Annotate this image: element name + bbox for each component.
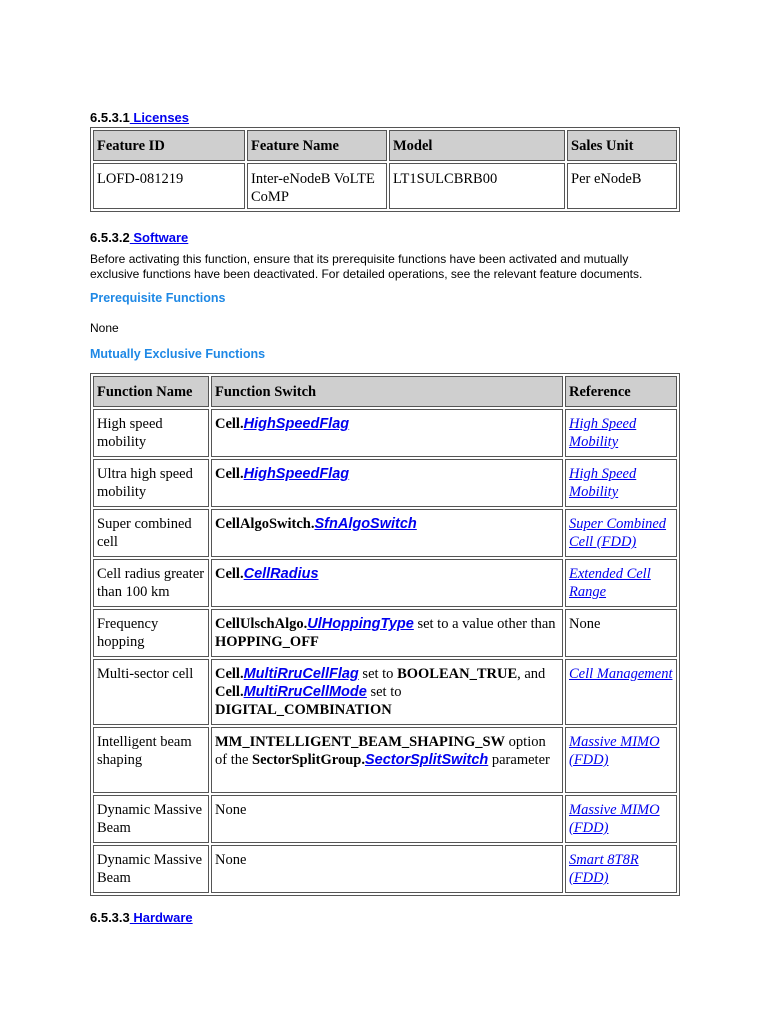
table-row <box>93 509 677 557</box>
prerequisite-value: None <box>90 321 119 335</box>
switch-text: set to <box>358 666 398 682</box>
param-link[interactable]: UlHoppingType <box>307 616 414 632</box>
cell-function-switch <box>211 609 563 657</box>
mutually-exclusive-heading: Mutually Exclusive Functions <box>90 347 266 361</box>
cell-function-switch <box>211 459 563 507</box>
switch-text: set to <box>366 684 402 700</box>
cell-reference <box>565 559 677 607</box>
param-link[interactable]: MultiRruCellMode <box>243 684 367 700</box>
cell-reference <box>565 845 677 893</box>
switch-object: Cell. <box>215 566 244 582</box>
cell-function-switch <box>211 509 563 557</box>
cell-function-switch: None <box>211 795 563 843</box>
table-row <box>93 727 677 793</box>
cell-reference <box>565 459 677 507</box>
switch-value: BOOLEAN_TRUE <box>397 666 518 682</box>
param-link[interactable]: HighSpeedFlag <box>243 416 350 432</box>
mutually-exclusive-table <box>90 373 680 896</box>
param-link[interactable]: SfnAlgoSwitch <box>314 516 417 532</box>
licenses-table <box>90 127 680 212</box>
table-row <box>93 409 677 457</box>
cell-function-name: Dynamic Massive Beam <box>93 795 209 843</box>
param-link[interactable]: CellRadius <box>243 566 319 582</box>
cell-reference <box>565 659 677 725</box>
cell-function-name: Cell radius greater than 100 km <box>93 559 209 607</box>
reference-link[interactable]: Extended Cell Range <box>569 566 651 600</box>
section-heading-hardware <box>90 910 193 926</box>
cell-reference <box>565 795 677 843</box>
section-heading-licenses <box>90 110 189 126</box>
table-row <box>93 163 677 209</box>
param-link[interactable]: MultiRruCellFlag <box>243 666 359 682</box>
cell-reference: None <box>565 609 677 657</box>
switch-object: Cell. <box>215 466 244 482</box>
param-link[interactable]: SectorSplitSwitch <box>364 752 489 768</box>
cell-function-name: High speed mobility <box>93 409 209 457</box>
cell-function-name: Ultra high speed mobility <box>93 459 209 507</box>
col-header-feature-name: Feature Name <box>247 130 387 161</box>
switch-text: parameter <box>488 752 550 768</box>
col-header-reference: Reference <box>565 376 677 407</box>
reference-link[interactable]: High Speed Mobility <box>569 466 637 500</box>
switch-object: CellUlschAlgo. <box>215 616 308 632</box>
software-intro: Before activating this function, ensure that its prerequisite functions have been activated and mutually exclusive functions have been deactivated. For detailed operations, see the relevant feature documents. <box>90 252 643 281</box>
param-link[interactable]: HighSpeedFlag <box>243 466 350 482</box>
cell-function-name: Intelligent beam shaping <box>93 727 209 793</box>
reference-link[interactable]: Super Combined Cell (FDD) <box>569 516 667 550</box>
switch-value: DIGITAL_COMBINATION <box>215 702 392 718</box>
reference-link[interactable]: Massive MIMO (FDD) <box>569 734 660 768</box>
col-header-feature-id: Feature ID <box>93 130 245 161</box>
software-link[interactable]: Software <box>129 230 189 245</box>
cell-feature-id: LOFD-081219 <box>93 163 245 209</box>
col-header-function-switch: Function Switch <box>211 376 563 407</box>
section-heading-software <box>90 230 188 246</box>
col-header-model: Model <box>389 130 565 161</box>
cell-model: LT1SULCBRB00 <box>389 163 565 209</box>
cell-function-name: Multi-sector cell <box>93 659 209 725</box>
table-row <box>93 845 677 893</box>
col-header-sales-unit: Sales Unit <box>567 130 677 161</box>
cell-function-name: Super combined cell <box>93 509 209 557</box>
table-row <box>93 659 677 725</box>
reference-link[interactable]: Smart 8T8R (FDD) <box>569 852 639 886</box>
switch-object: CellAlgoSwitch. <box>215 516 315 532</box>
table-row <box>93 559 677 607</box>
cell-function-switch <box>211 409 563 457</box>
section-number: 6.5.3.3 <box>90 910 130 925</box>
cell-reference <box>565 727 677 793</box>
reference-link[interactable]: Massive MIMO (FDD) <box>569 802 660 836</box>
switch-object: SectorSplitGroup. <box>252 752 365 768</box>
switch-object: Cell. <box>215 416 244 432</box>
cell-function-name: Frequency hopping <box>93 609 209 657</box>
table-row <box>93 609 677 657</box>
reference-link[interactable]: High Speed Mobility <box>569 416 637 450</box>
cell-function-switch <box>211 727 563 793</box>
cell-feature-name: Inter-eNodeB VoLTE CoMP <box>247 163 387 209</box>
cell-sales-unit: Per eNodeB <box>567 163 677 209</box>
table-row <box>93 795 677 843</box>
cell-function-switch <box>211 559 563 607</box>
switch-value: MM_INTELLIGENT_BEAM_SHAPING_SW <box>215 734 506 750</box>
reference-link[interactable]: Cell Management <box>569 666 673 682</box>
switch-text: set to a value other than <box>413 616 556 632</box>
table-row <box>93 459 677 507</box>
switch-text: option of the <box>215 734 546 768</box>
cell-reference <box>565 509 677 557</box>
cell-function-name: Dynamic Massive Beam <box>93 845 209 893</box>
col-header-function-name: Function Name <box>93 376 209 407</box>
licenses-link[interactable]: Licenses <box>129 110 190 125</box>
cell-function-switch: None <box>211 845 563 893</box>
section-number: 6.5.3.1 <box>90 110 130 125</box>
switch-object: Cell. <box>215 666 244 682</box>
cell-reference <box>565 409 677 457</box>
cell-function-switch <box>211 659 563 725</box>
switch-value: HOPPING_OFF <box>215 634 319 650</box>
switch-object: Cell. <box>215 684 244 700</box>
hardware-link[interactable]: Hardware <box>129 910 193 925</box>
prerequisite-heading: Prerequisite Functions <box>90 291 226 305</box>
section-number: 6.5.3.2 <box>90 230 130 245</box>
switch-text: , and <box>517 666 546 682</box>
